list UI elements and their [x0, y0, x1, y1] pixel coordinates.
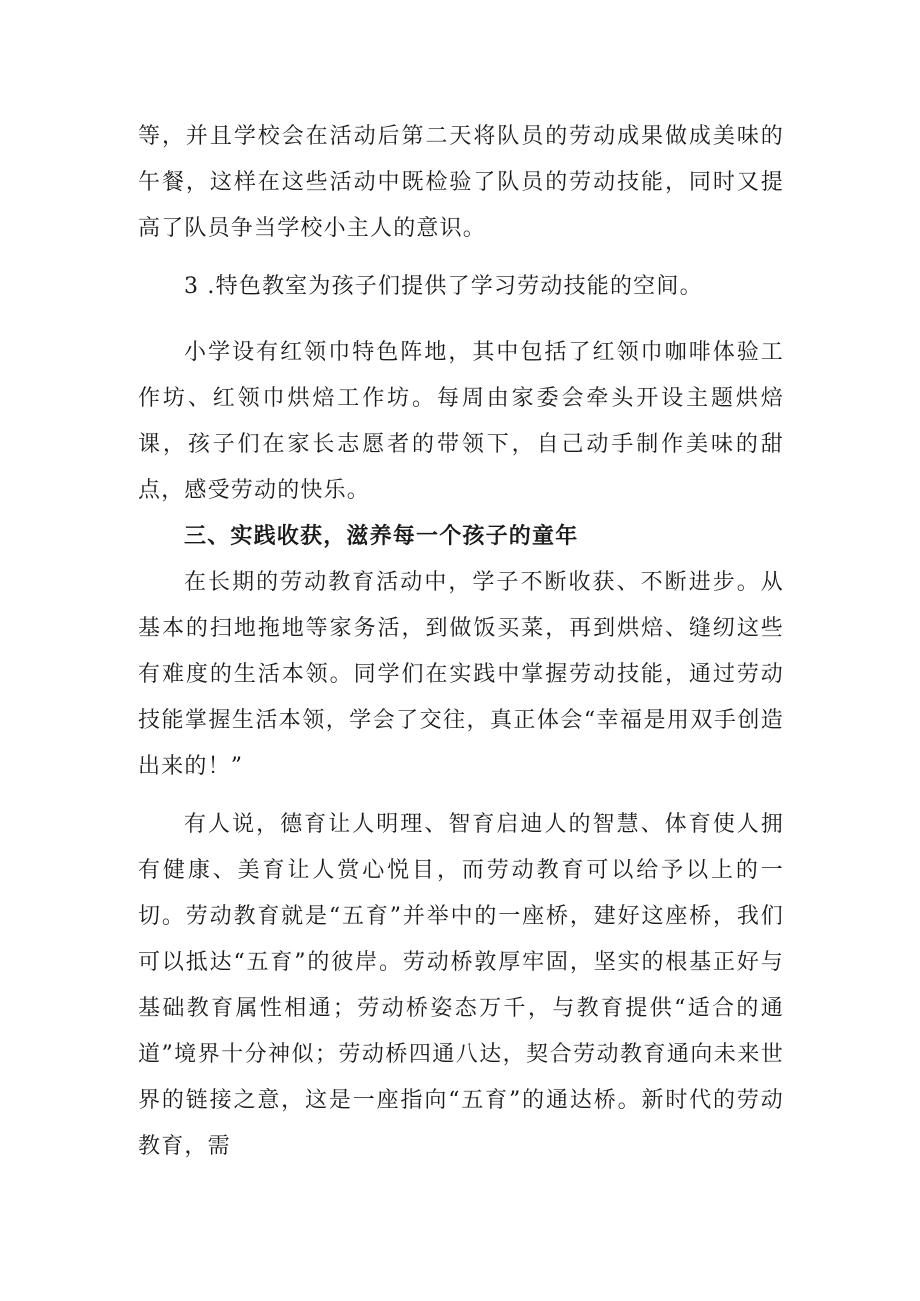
- section-heading-3: 三、实践收获，滋养每一个孩子的童年: [184, 524, 579, 549]
- paragraph-practice: 在长期的劳动教育活动中，学子不断收获、不断进步。从基本的扫地拖地等家务活，到做饭买菜，再到烘焙、缝纫这些有难度的生活本领。同学们在实践中掌握劳动技能，通过劳动技能掌握生活本领，学会了交往，真正体会“幸福是用双手创造出来的！”: [138, 570, 784, 779]
- paragraph-classroom: 小学设有红领巾特色阵地，其中包括了红领巾咖啡体验工作坊、红领巾烘焙工作坊。每周由家委会牵头开设主题烘焙课，孩子们在家长志愿者的带领下，自己动手制作美味的甜点，感受劳动的快乐。: [138, 340, 784, 503]
- paragraph-five-education: 有人说，德育让人明理、智育启迪人的智慧、体育使人拥有健康、美育让人赏心悦目，而劳动教育可以给予以上的一切。劳动教育就是“五育”并举中的一座桥，建好这座桥，我们可以抵达“五育”的彼岸。劳动桥敦厚牢固，坚实的根基正好与基础教育属性相通；劳动桥姿态万千，与教育提供“适合的通道”境界十分神似；劳动桥四通八达，契合劳动教育通向未来世界的链接之意，这是一座指向“五育”的通达桥。新时代的劳动教育，需: [138, 812, 784, 1159]
- document-body: [138, 114, 784, 1170]
- paragraph-point-3: 3 .特色教室为孩子们提供了学习劳动技能的空间。: [184, 274, 703, 299]
- paragraph-continuation: 等，并且学校会在活动后第二天将队员的劳动成果做成美味的午餐，这样在这些活动中既检验了队员的劳动技能，同时又提高了队员争当学校小主人的意识。: [138, 124, 784, 241]
